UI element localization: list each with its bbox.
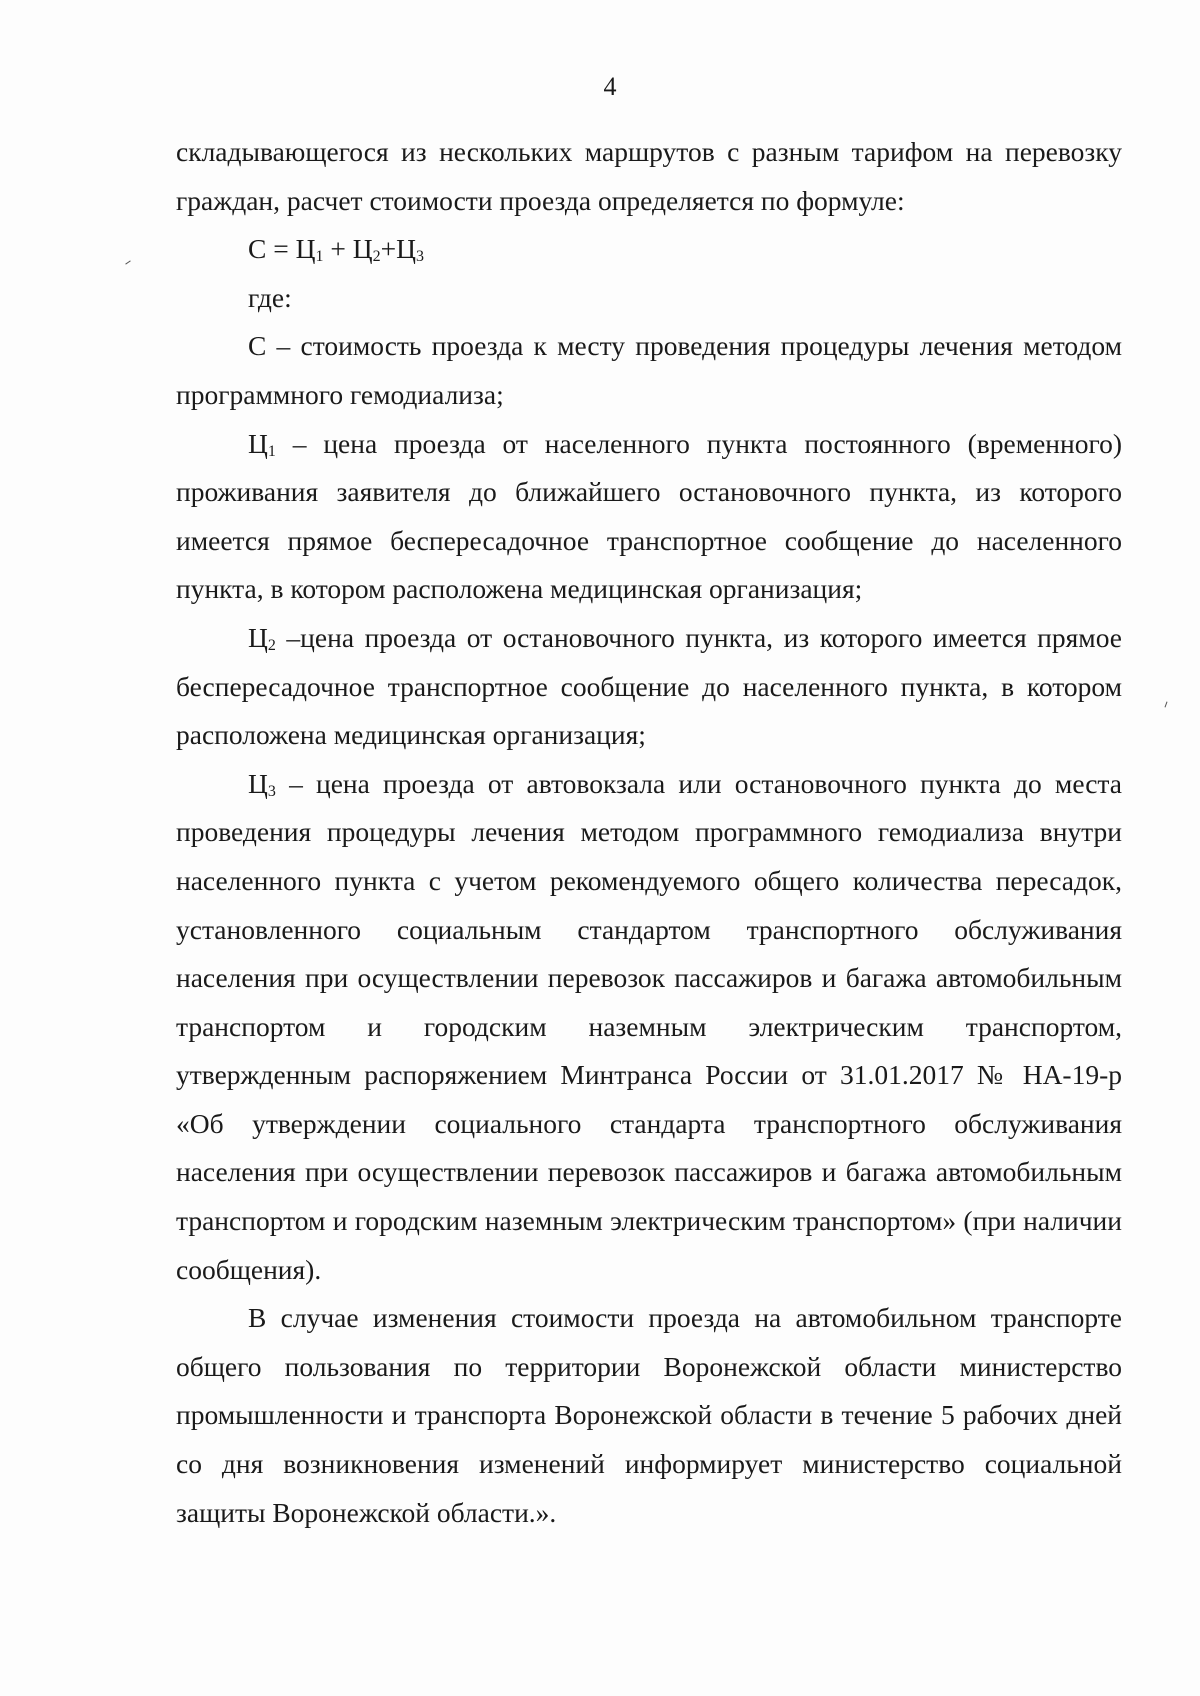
t1-text: – цена проезда от населенного пункта постоянного (временного) проживания заявителя до ближайшего остановочного пункта, из которого имеется прямое беспересадочное транспортное сообщение до населенного пункта, в котором расположена медицинская организация;: [176, 427, 1122, 605]
t2-symbol: Ц: [248, 621, 268, 653]
formula-sub-3: 3: [416, 248, 425, 266]
paragraph-t1-definition: [176, 420, 1122, 614]
page-number: 4: [603, 72, 617, 101]
scan-speck: [125, 260, 130, 264]
t1-symbol: Ц: [248, 427, 268, 459]
formula-sub-1: 1: [315, 248, 324, 266]
t1-sub: 1: [267, 442, 276, 460]
formula-t1: Ц: [295, 233, 316, 265]
formula-c: С: [248, 233, 267, 265]
where-label: где:: [248, 281, 292, 313]
formula-eq: =: [266, 233, 296, 265]
formula: [176, 225, 1122, 274]
paragraph-c-definition: С – стоимость проезда к месту проведения процедуры лечения методом программного гемодиализа;: [176, 330, 1122, 410]
formula-sub-2: 2: [372, 248, 381, 266]
t3-symbol: Ц: [248, 767, 268, 799]
paragraph-t3-definition: [176, 760, 1122, 1295]
paragraph-intro: складывающегося из нескольких маршрутов с разным тарифом на перевозку граждан, расчет стоимости проезда определяется по формуле:: [176, 136, 1122, 216]
paragraph-t2-definition: [176, 614, 1122, 760]
formula-t3: Ц: [396, 233, 417, 265]
t2-sub: 2: [267, 636, 276, 654]
t2-text: –цена проезда от остановочного пункта, из которого имеется прямое беспересадочное транспортное сообщение до населенного пункта, в котором расположена медицинская организация;: [176, 621, 1122, 751]
t3-sub: 3: [267, 782, 276, 800]
scan-speck: [1165, 702, 1168, 708]
t3-text: – цена проезда от автовокзала или остановочного пункта до места проведения процедуры лечения методом программного гемодиализа внутри населенного пункта с учетом рекомендуемого общего количества пересадок, установленного социальным стандартом транспортного обслуживания населения при осуществлении перевозок пассажиров и багажа автомобильным транспортом и городским наземным электрическим транспортом, утвержденным распоряжением Минтранса России от 31.01.2017 № НА-19-р «Об утверждении социального стандарта транспортного обслуживания населения при осуществлении перевозок пассажиров и багажа автомобильным транспортом и городским наземным электрическим транспортом» (при наличии сообщения).: [176, 767, 1122, 1285]
formula-t2: Ц: [352, 233, 373, 265]
formula-plus-2: +: [380, 233, 397, 265]
paragraph-final: В случае изменения стоимости проезда на автомобильном транспорте общего пользования по территории Воронежской области министерство промышленности и транспорта Воронежской области в течение 5 рабочих дней со дня возникновения изменений информирует министерство социальной защиты Воронежской области.».: [176, 1302, 1122, 1528]
formula-plus-1: +: [323, 233, 353, 265]
body-text: [176, 128, 1122, 1537]
